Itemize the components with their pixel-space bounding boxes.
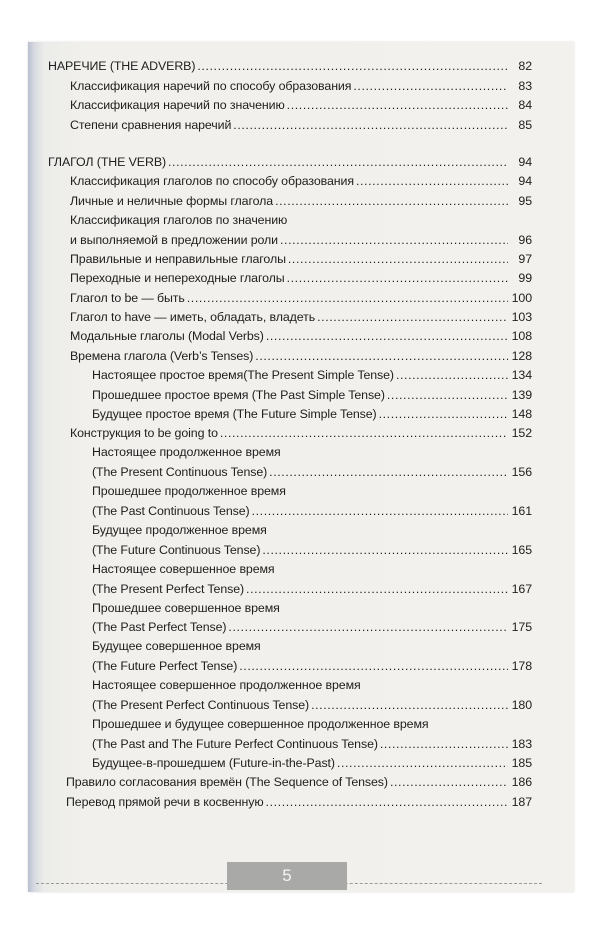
toc-leader-dots: [262, 543, 508, 557]
toc-title: Конструкция to be going to: [70, 426, 218, 441]
toc-leader-dots: [255, 349, 508, 363]
toc-leader-dots: [233, 118, 508, 132]
toc-title: Правильные и неправильные глаголы: [70, 251, 286, 266]
toc-entry: [48, 789, 532, 808]
toc-entry: [48, 499, 532, 518]
toc-page: 83: [518, 78, 532, 93]
toc-title: (The Future Continuous Tense): [92, 542, 261, 557]
toc-page: 148: [511, 407, 532, 422]
toc-entry: [48, 324, 532, 343]
toc-page: 84: [518, 98, 532, 113]
toc-leader-dots: [280, 233, 508, 247]
toc-leader-dots: [168, 155, 508, 169]
toc-title: Классификация наречий по способу образования: [70, 78, 352, 93]
toc-page: 99: [518, 271, 532, 286]
toc-leader-dots: [228, 620, 508, 634]
toc-entry: [48, 731, 532, 750]
toc-entry: [48, 615, 532, 634]
toc-leader-dots: [187, 291, 508, 305]
toc-entry: [48, 537, 532, 556]
toc-leader-dots: [239, 659, 508, 673]
toc-page: 167: [511, 581, 532, 596]
toc-entry: [48, 770, 532, 789]
toc-title: (The Past and The Future Perfect Continuous Tense): [92, 736, 378, 751]
toc-page: 94: [518, 174, 532, 189]
toc-entry: [48, 654, 532, 673]
toc-title: Классификация наречий по значению: [70, 98, 285, 113]
toc-page: 82: [518, 59, 532, 74]
toc-title-line: Классификация глаголов по значению: [70, 212, 288, 227]
toc-leader-dots: [220, 426, 508, 440]
toc-title-line: Прошедшее совершенное время: [92, 600, 280, 615]
toc-leader-dots: [337, 756, 508, 770]
toc-leader-dots: [390, 775, 508, 789]
toc-title: Переходные и непереходные глаголы: [70, 271, 285, 286]
toc-page: 96: [518, 232, 532, 247]
toc-title: (The Present Continuous Tense): [92, 465, 268, 480]
toc-title: Будущее простое время (The Future Simple Tense): [92, 407, 377, 422]
toc-page: 175: [511, 620, 532, 635]
toc-title: Правило согласования времён (The Sequence of Tenses): [66, 775, 388, 790]
toc-page: 103: [511, 310, 532, 325]
toc-leader-dots: [269, 465, 508, 479]
toc-title: (The Past Perfect Tense): [92, 620, 227, 635]
toc-entry: [48, 227, 532, 246]
toc-title: Прошедшее простое время (The Past Simple Tense): [92, 387, 385, 402]
toc-title-line: Будущее продолженное время: [92, 522, 267, 537]
toc-page: 85: [518, 117, 532, 132]
toc-entry: [48, 693, 532, 712]
toc-entry: [48, 382, 532, 401]
toc-leader-dots: [317, 310, 508, 324]
toc-title: Классификация глаголов по способу образования: [70, 174, 354, 189]
toc-leader-dots: [356, 174, 508, 188]
toc-entry: [48, 363, 532, 382]
toc-entry-adverb: [48, 54, 532, 73]
toc-title: Будущее-в-прошедшем (Future-in-the-Past): [92, 756, 335, 771]
toc-title: Перевод прямой речи в косвенную: [66, 794, 264, 809]
toc-entry: [48, 402, 532, 421]
toc-page: 108: [511, 329, 532, 344]
toc-leader-dots: [266, 329, 508, 343]
toc-page: 94: [518, 154, 532, 169]
toc-title: НАРЕЧИЕ (THE ADVERB): [48, 59, 196, 74]
toc-title-line: Настоящее совершенное время: [92, 561, 275, 576]
toc-title: (The Future Perfect Tense): [92, 659, 238, 674]
toc-leader-dots: [287, 271, 508, 285]
toc-entry: [48, 266, 532, 285]
toc-entry: [48, 305, 532, 324]
toc-title: ГЛАГОЛ (THE VERB): [48, 154, 167, 169]
toc-leader-dots: [396, 368, 508, 382]
page-number: 5: [227, 862, 347, 890]
toc-leader-dots: [387, 388, 508, 402]
toc-entry: [48, 576, 532, 595]
toc-page: 185: [511, 756, 532, 771]
toc-leader-dots: [275, 194, 508, 208]
toc-page: 161: [511, 503, 532, 518]
toc-title-line: Прошедшее и будущее совершенное продолженное время: [92, 716, 429, 731]
toc-leader-dots: [197, 59, 508, 73]
toc-entry: [48, 343, 532, 362]
toc-entry: [48, 460, 532, 479]
toc-entry: [48, 247, 532, 266]
toc-page: 156: [511, 465, 532, 480]
toc-page: 165: [511, 542, 532, 557]
toc-entry: [48, 188, 532, 207]
toc-title: Личные и неличные формы глагола: [70, 193, 274, 208]
toc-entry: [48, 285, 532, 304]
toc-title: и выполняемой в предложении роли: [70, 232, 278, 247]
toc-leader-dots: [379, 407, 508, 421]
toc-leader-dots: [311, 698, 508, 712]
toc-entry: [48, 93, 532, 112]
toc-title-line: Настоящее совершенное продолженное время: [92, 678, 361, 693]
toc-page: 95: [518, 193, 532, 208]
toc-page: 139: [511, 387, 532, 402]
toc-title: (The Present Perfect Tense): [92, 581, 245, 596]
toc-leader-dots: [266, 795, 508, 809]
toc-leader-dots: [246, 582, 508, 596]
toc-title: Глагол to have — иметь, обладать, владеть: [70, 310, 316, 325]
toc-page: 183: [511, 736, 532, 751]
toc-title: Глагол to be — быть: [70, 290, 185, 305]
toc-title-line: Настоящее продолженное время: [92, 445, 281, 460]
toc-title: Настоящее простое время(The Present Simple Tense): [92, 368, 394, 383]
toc-entry: [48, 751, 532, 770]
toc-entry: [48, 169, 532, 188]
toc-page: 187: [511, 794, 532, 809]
toc-page: 97: [518, 251, 532, 266]
toc-leader-dots: [287, 98, 508, 112]
toc-page: 134: [511, 368, 532, 383]
toc-title: Степени сравнения наречий: [70, 117, 232, 132]
toc-leader-dots: [288, 252, 508, 266]
toc-page: 100: [511, 290, 532, 305]
toc-title: (The Past Continuous Tense): [92, 503, 250, 518]
toc-title: Модальные глаголы (Modal Verbs): [70, 329, 264, 344]
toc-page: 152: [511, 426, 532, 441]
toc-entry: [48, 73, 532, 92]
toc-page: 186: [511, 775, 532, 790]
table-of-contents: [48, 54, 532, 809]
toc-leader-dots: [252, 504, 508, 518]
toc-page: 180: [511, 697, 532, 712]
toc-entry: [48, 421, 532, 440]
toc-title-line: Будущее совершенное время: [92, 639, 261, 654]
toc-page: 128: [511, 348, 532, 363]
section-gap: [48, 132, 532, 150]
toc-page: 178: [511, 659, 532, 674]
toc-title: (The Present Perfect Continuous Tense): [92, 697, 310, 712]
toc-leader-dots: [353, 79, 508, 93]
toc-leader-dots: [380, 737, 508, 751]
toc-title: Времена глагола (Verb’s Tenses): [70, 348, 254, 363]
toc-entry-verb: [48, 150, 532, 169]
toc-entry: [48, 112, 532, 131]
toc-title-line: Прошедшее продолженное время: [92, 484, 286, 499]
